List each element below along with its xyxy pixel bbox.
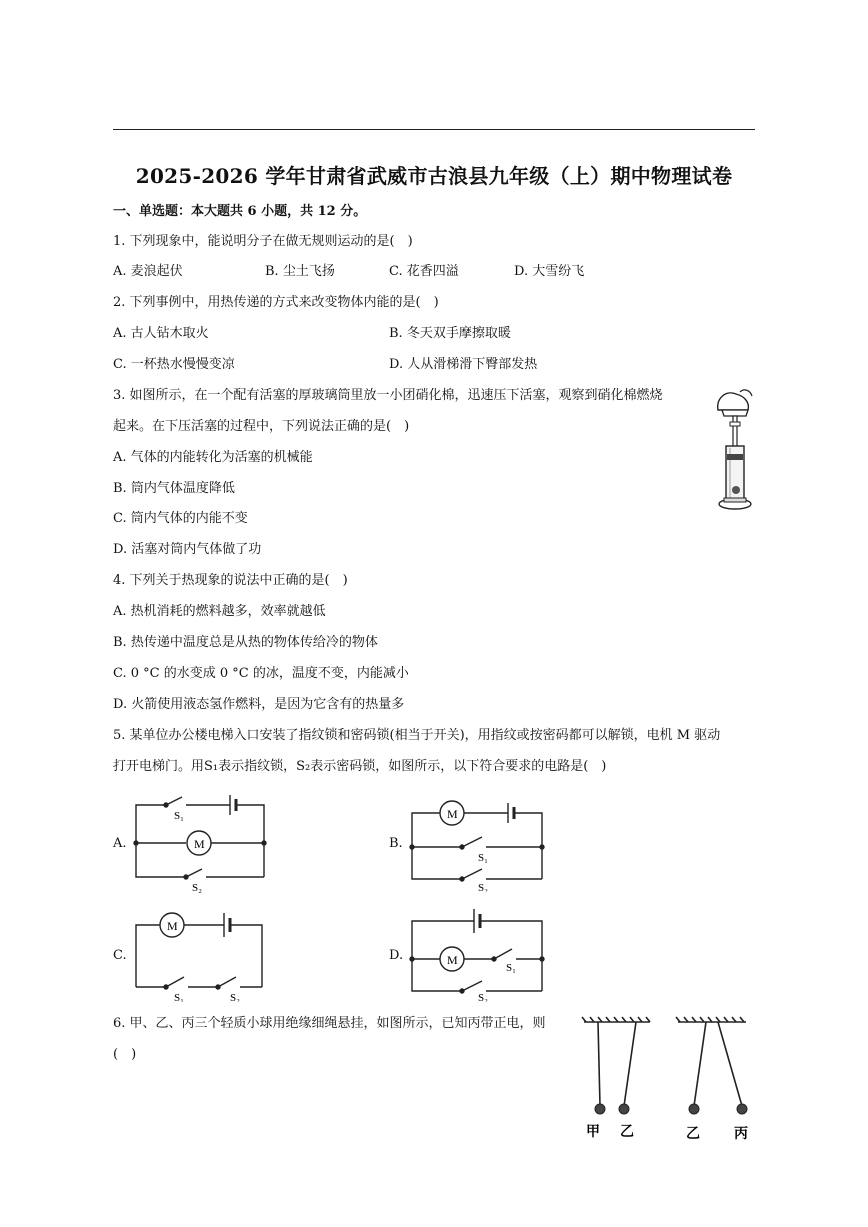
circuit-b-s2-label: S₂ xyxy=(478,882,488,892)
compression-cylinder-figure xyxy=(710,388,760,513)
q2-option-b: B. 冬天双手摩擦取暖 xyxy=(389,326,511,341)
q4-option-c: C. 0 °C 的水变成 0 °C 的冰，温度不变，内能减小 xyxy=(113,666,409,681)
circuit-c-diagram xyxy=(130,907,270,1002)
suspended-balls-figure xyxy=(578,1014,763,1144)
q4-option-d: D. 火箭使用液态氢作燃料，是因为它含有的热量多 xyxy=(113,697,405,712)
circuit-d-s1-label: S₁ xyxy=(506,962,516,974)
q2-option-a: A. 古人钻木取火 xyxy=(113,326,209,341)
circuit-c-label: C. xyxy=(113,948,127,963)
circuit-a-label: A. xyxy=(113,836,127,851)
circuit-b-label: B. xyxy=(389,836,403,851)
section-heading: 一、单选题：本大题共 6 小题，共 12 分。 xyxy=(113,204,367,219)
circuit-b-diagram xyxy=(406,797,551,892)
q1-option-d: D. 大雪纷飞 xyxy=(514,264,585,279)
ball-bing-label: 丙 xyxy=(734,1127,748,1142)
ball-yi-label-left: 乙 xyxy=(620,1125,634,1140)
ball-jia-label: 甲 xyxy=(586,1125,600,1140)
q2-option-d: D. 人从滑梯滑下臀部发热 xyxy=(389,357,538,372)
circuit-a-diagram xyxy=(130,793,270,893)
q4-option-b: B. 热传递中温度总是从热的物体传给冷的物体 xyxy=(113,635,378,650)
circuit-c-s2-label: S₂ xyxy=(230,992,240,1002)
question-1-stem: 1. 下列现象中，能说明分子在做无规则运动的是( ) xyxy=(113,234,413,249)
exam-title: 2025-2026 学年甘肃省武威市古浪县九年级（上）期中物理试卷 xyxy=(135,164,733,188)
q3-option-b: B. 筒内气体温度降低 xyxy=(113,481,235,496)
question-6-answer-paren: ( ) xyxy=(113,1047,137,1062)
question-2-stem: 2. 下列事例中，用热传递的方式来改变物体内能的是( ) xyxy=(113,295,439,310)
circuit-c-s1-label: S₁ xyxy=(174,992,184,1002)
ball-yi-label-right: 乙 xyxy=(686,1127,700,1142)
header-rule xyxy=(113,129,755,130)
q1-option-a: A. 麦浪起伏 xyxy=(113,264,183,279)
question-4-stem: 4. 下列关于热现象的说法中正确的是( ) xyxy=(113,573,348,588)
question-3-stem-line2: 起来。在下压活塞的过程中，下列说法正确的是( ) xyxy=(113,419,410,434)
circuit-b-motor-label: M xyxy=(447,807,458,821)
question-5-stem-line1: 5. 某单位办公楼电梯入口安装了指纹锁和密码锁(相当于开关)，用指纹或按密码都可以解锁，电机 M 驱动 xyxy=(113,728,721,743)
circuit-a-motor-label: M xyxy=(194,837,205,851)
q4-option-a: A. 热机消耗的燃料越多，效率就越低 xyxy=(113,604,326,619)
q2-option-c: C. 一杯热水慢慢变凉 xyxy=(113,357,235,372)
question-6-stem: 6. 甲、乙、丙三个轻质小球用绝缘细绳悬挂，如图所示，已知丙带正电，则 xyxy=(113,1016,546,1031)
q1-option-c: C. 花香四溢 xyxy=(389,264,459,279)
circuit-d-label: D. xyxy=(389,948,404,963)
q3-option-d: D. 活塞对筒内气体做了功 xyxy=(113,542,262,557)
q1-option-b: B. 尘土飞扬 xyxy=(265,264,335,279)
circuit-d-motor-label: M xyxy=(447,953,458,967)
question-5-stem-line2: 打开电梯门。用S₁表示指纹锁，S₂表示密码锁，如图所示，以下符合要求的电路是( ) xyxy=(113,759,607,774)
circuit-a-s1-label: S₁ xyxy=(174,810,184,822)
circuit-d-s2-label: S₂ xyxy=(478,992,488,1002)
q3-option-a: A. 气体的内能转化为活塞的机械能 xyxy=(113,450,313,465)
circuit-c-motor-label: M xyxy=(167,919,178,933)
circuit-d-diagram xyxy=(406,905,551,1002)
question-3-stem-line1: 3. 如图所示，在一个配有活塞的厚玻璃筒里放一小团硝化棉，迅速压下活塞，观察到硝化棉燃烧 xyxy=(113,388,663,403)
circuit-a-s2-label: S₂ xyxy=(192,882,202,893)
q3-option-c: C. 筒内气体的内能不变 xyxy=(113,511,248,526)
circuit-b-s1-label: S₁ xyxy=(478,852,488,864)
